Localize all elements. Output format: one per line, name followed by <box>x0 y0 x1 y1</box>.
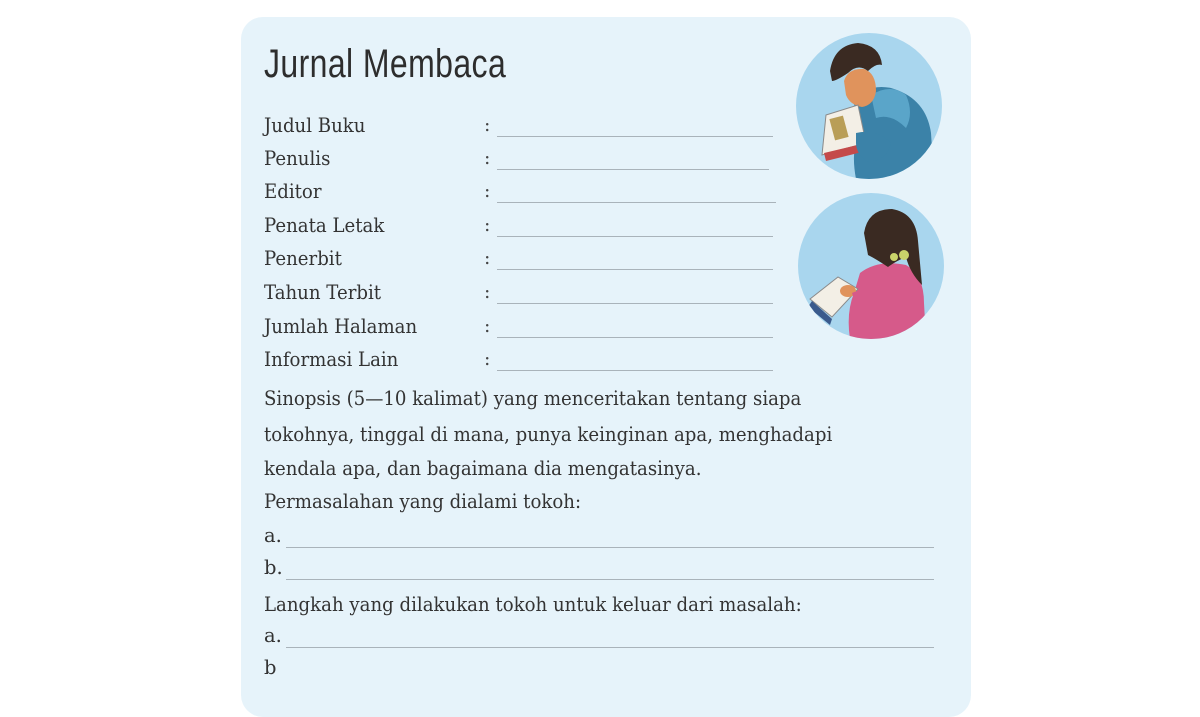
field-label: Editor <box>264 180 322 203</box>
step-item-a <box>264 624 936 654</box>
item-label: a. <box>264 524 282 547</box>
field-penulis <box>264 147 784 177</box>
field-penerbit <box>264 247 784 277</box>
problems-heading: Permasalahan yang dialami tokoh: <box>264 490 582 513</box>
fill-in-line[interactable] <box>497 269 773 270</box>
field-label: Penulis <box>264 147 331 170</box>
fill-in-line[interactable] <box>497 236 773 237</box>
field-separator: : <box>484 247 491 269</box>
item-label: b <box>264 656 277 679</box>
item-label: a. <box>264 624 282 647</box>
field-penata-letak <box>264 214 784 244</box>
fill-in-line[interactable] <box>497 169 769 170</box>
field-separator: : <box>484 281 491 303</box>
boy-reading-icon <box>796 33 942 179</box>
field-separator: : <box>484 214 491 236</box>
steps-heading: Langkah yang dilakukan tokoh untuk keluar dari masalah: <box>264 593 802 616</box>
page-title: Jurnal Membaca <box>264 42 507 86</box>
field-editor <box>264 180 784 210</box>
field-separator: : <box>484 315 491 337</box>
field-informasi-lain <box>264 348 784 378</box>
fill-in-line[interactable] <box>286 547 934 548</box>
fill-in-line[interactable] <box>497 370 773 371</box>
field-label: Penata Letak <box>264 214 385 237</box>
synopsis-line-3: kendala apa, dan bagaimana dia mengatasinya. <box>264 457 702 480</box>
girl-reading-illustration <box>798 193 944 339</box>
fill-in-line[interactable] <box>497 202 776 203</box>
boy-reading-illustration <box>796 33 942 179</box>
fill-in-line[interactable] <box>286 579 934 580</box>
field-label: Jumlah Halaman <box>264 315 418 338</box>
girl-reading-icon <box>798 193 944 339</box>
item-label: b. <box>264 556 283 579</box>
synopsis-line-2: tokohnya, tinggal di mana, punya keinginan apa, menghadapi <box>264 423 833 446</box>
field-separator: : <box>484 147 491 169</box>
fill-in-line[interactable] <box>286 647 934 648</box>
fill-in-line[interactable] <box>497 136 773 137</box>
field-tahun-terbit <box>264 281 784 311</box>
field-separator: : <box>484 114 491 136</box>
problem-item-b <box>264 556 936 586</box>
field-jumlah-halaman <box>264 315 784 345</box>
field-label: Judul Buku <box>264 114 366 137</box>
field-label: Tahun Terbit <box>264 281 382 304</box>
problem-item-a <box>264 524 936 554</box>
field-label: Informasi Lain <box>264 348 399 371</box>
field-judul-buku <box>264 114 784 144</box>
fill-in-line[interactable] <box>497 337 773 338</box>
fill-in-line[interactable] <box>497 303 773 304</box>
step-item-b <box>264 656 936 686</box>
field-label: Penerbit <box>264 247 342 270</box>
field-separator: : <box>484 348 491 370</box>
synopsis-line-1: Sinopsis (5—10 kalimat) yang menceritakan tentang siapa <box>264 387 802 410</box>
field-separator: : <box>484 180 491 202</box>
